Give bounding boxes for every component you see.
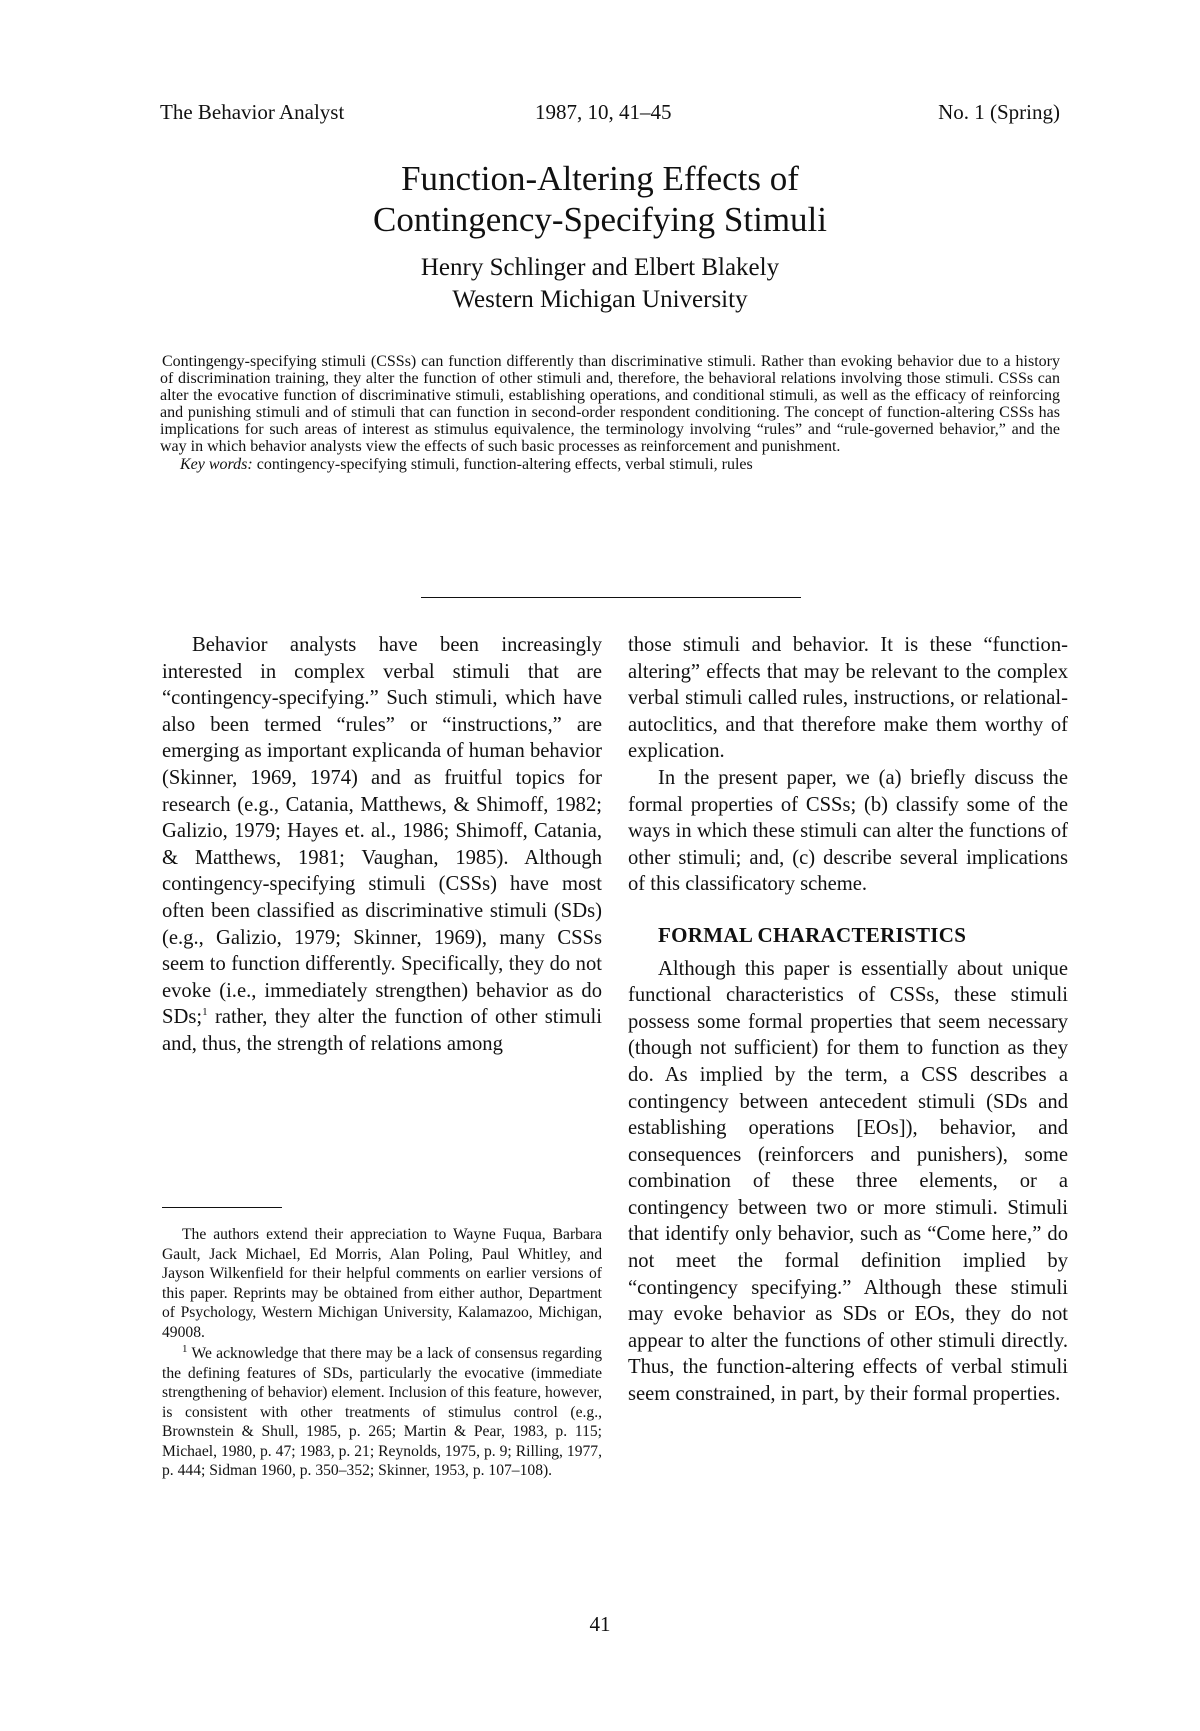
left-column — [162, 632, 602, 1058]
author-block — [200, 252, 1000, 316]
footnote-ref: 1 — [202, 1006, 208, 1019]
author-names: Henry Schlinger and Elbert Blakely — [420, 254, 780, 281]
page-number: 41 — [589, 1612, 611, 1636]
keywords-label: Key words: — [180, 455, 253, 473]
paragraph-text: rather, they alter the function of other stimuli and, thus, the strength of relations among — [162, 1006, 602, 1055]
footnote-marker: 1 — [182, 1342, 188, 1355]
keywords: contingency-specifying stimuli, function-altering effects, verbal stimuli, rules — [256, 455, 753, 473]
abstract — [160, 353, 1060, 473]
body-paragraph: those stimuli and behavior. It is these “function-altering” effects that may be relevant to the complex verbal stimuli called rules, instructions, or relational-autoclitics, and that therefore make them worthy of explication. — [628, 634, 1068, 763]
body-paragraph: In the present paper, we (a) briefly discuss the formal properties of CSSs; (b) classify some of the ways in which these stimuli can alter the functions of other stimuli; and, (c) describe several implications of this classificatory scheme. — [628, 766, 1068, 896]
keywords-line — [160, 456, 1060, 473]
running-head — [160, 100, 1060, 130]
journal-name: The Behavior Analyst — [160, 100, 345, 124]
title-line-1: Function-Altering Effects of — [401, 159, 799, 198]
author-affiliation: Western Michigan University — [452, 286, 748, 313]
journal-citation: 1987, 10, 41–45 — [535, 100, 672, 124]
footnotes — [162, 1225, 602, 1483]
journal-issue: No. 1 (Spring) — [938, 100, 1060, 124]
abstract-text: Contingengy-specifying stimuli (CSSs) can function differently than discriminative stimuli. Rather than evoking behavior due to a history of discrimination training, they alter the function of other stimuli and, therefore, the behavioral relations involving those stimuli. CSSs can alter the evocative function of discriminative stimuli, establishing operations, and conditional stimuli, as well as the efficacy of reinforcing and punishing stimuli and of stimuli that can function in second-order respondent conditioning. The concept of function-altering CSSs has implications for such areas of interest as stimulus equivalence, the terminology involving “rules” and “rule-governed behavior,” and the way in which behavior analysts view the effects of such basic processes as reinforcement and punishment. — [160, 353, 1060, 456]
title-line-2: Contingency-Specifying Stimuli — [373, 200, 827, 239]
footnote-text: We acknowledge that there may be a lack of consensus regarding the defining features of SDs, particularly the evocative (immediate strengthening of behavior) element. Inclusion of this feature, however, is consistent with other treatments of stimulus control (e.g., Brownstein & Shull, 1985, p. 265; Martin & Pear, 1983, p. 115; Michael, 1980, p. 47; 1983, p. 21; Reynolds, 1975, p. 9; Rilling, 1977, p. 444; Sidman 1960, p. 350–352; Skinner, 1953, p. 107–108). — [162, 1345, 602, 1479]
section-divider — [421, 597, 801, 598]
footnote-divider — [162, 1207, 282, 1208]
acknowledgment-note: The authors extend their appreciation to Wayne Fuqua, Barbara Gault, Jack Michael, Ed Morris, Alan Poling, Paul Whitley, and Jayson Wilkenfield for their helpful comments on earlier versions of this paper. Reprints may be obtained from either author, Department of Psychology, Western Michigan University, Kalamazoo, Michigan, 49008. — [162, 1226, 602, 1341]
section-heading: FORMAL CHARACTERISTICS — [658, 922, 967, 947]
paragraph-text: Behavior analysts have been increasingly interested in complex verbal stimuli that are “contingency-specifying.” Such stimuli, which have also been termed “rules” or “instructions,” are emerging as important explicanda of human behavior (Skinner, 1969, 1974) and as fruitful topics for research (e.g., Catania, Matthews, & Shimoff, 1982; Galizio, 1979; Hayes et. al., 1986; Shimoff, Catania, & Matthews, 1981; Vaughan, 1985). Although contingency-specifying stimuli (CSSs) have most often been classified as discriminative stimuli (SDs) (e.g., Galizio, 1979; Skinner, 1969), many CSSs seem to function differently. Specifically, they do not evoke (i.e., immediately strengthen) behavior as do SDs; — [162, 634, 602, 1029]
footnote-1 — [162, 1344, 602, 1481]
article-title — [200, 158, 1000, 240]
body-paragraph: Although this paper is essentially about unique functional characteristics of CSSs, these stimuli possess some formal properties that seem necessary (though not sufficient) for them to function as they do. As implied by the term, a CSS describes a contingency between antecedent stimuli (SDs and establishing operations [EOs]), behavior, and consequences (reinforcers and punishers), some combination of these three elements, or a contingency between two or more stimuli. Stimuli that identify only behavior, such as “Come here,” do not meet the formal definition implied by “contingency specifying.” Although these stimuli may evoke behavior as SDs or EOs, they do not appear to alter the functions of other stimuli directly. Thus, the function-altering effects of verbal stimuli seem constrained, in part, by their formal properties. — [628, 957, 1068, 1406]
body-paragraph — [162, 632, 602, 1058]
right-column — [628, 632, 1068, 1408]
